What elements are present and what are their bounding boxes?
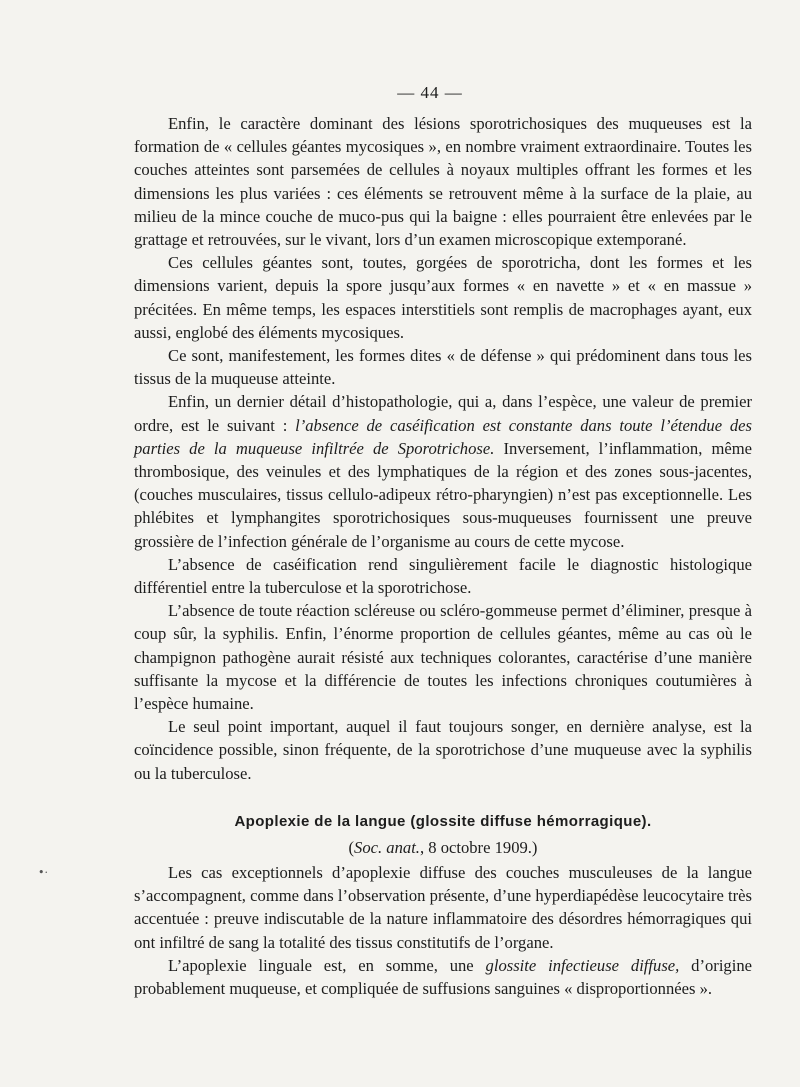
main-text <box>134 112 752 785</box>
paragraph-text: Enfin, un dernier détail d’histopathologie, qui a, dans l’espèce, une valeur de premier ordre, est le suivant : <box>134 392 752 435</box>
paragraph: L’absence de caséification rend singulièrement facile le diagnostic histologique différentiel entre la tuberculose et la sporotrichose. <box>134 554 752 598</box>
section-text <box>134 861 752 1000</box>
paragraph: Les cas exceptionnels d’apoplexie diffuse des couches musculeuses de la langue s’accompagnent, comme dans l’observation présente, d’une hyperdiapédèse leucocytaire très accentuée : preuve indiscutable de la nature inflammatoire des désordres hémorragiques qui ont infiltré de sang la totalité des tissus constitutifs de l’organe. <box>134 863 752 952</box>
paragraph: L’absence de toute réaction scléreuse ou scléro-gommeuse permet d’éliminer, presque à coup sûr, la syphilis. Enfin, l’énorme proportion de cellules géantes, même au cas où le champignon pathogène aurait résisté aux techniques colorantes, caractérise d’une manière suffisante la mycose et la différencie de toutes les infections chroniques coutumières à l’espèce humaine. <box>134 601 752 714</box>
paragraph: Le seul point important, auquel il faut toujours songer, en dernière analyse, est la coïncidence possible, sinon fréquente, de la sporotrichose d’une muqueuse avec la syphilis ou la tuberculose. <box>134 717 752 783</box>
citation-date: , 8 octobre 1909.) <box>419 838 538 857</box>
paragraph <box>134 954 752 1000</box>
section-heading: Apoplexie de la langue (glossite diffuse hémorragique). <box>234 813 652 830</box>
page-number: — 44 — <box>397 83 463 102</box>
paragraph-text: d’origine probablement muqueuse, et compliquée de suffusions sanguines « disproportionnées ». <box>134 955 752 999</box>
italic-emphasis: l’absence de caséification est constante dans toute l’étendue des parties de la muqueuse infiltrée de Sporotrichose. <box>134 415 752 458</box>
section-citation <box>134 838 752 858</box>
paragraph: Ces cellules géantes sont, toutes, gorgées de sporotricha, dont les formes et les dimensions varient, depuis la spore jusqu’aux formes « en navette » et « en massue » précitées. En même temps, les espaces interstitiels sont remplis de macrophages ayant, eux aussi, englobé des éléments mycosiques. <box>134 253 752 342</box>
citation-journal: Soc. anat. <box>354 838 420 857</box>
italic-emphasis: glossite infectieuse diffuse, <box>485 955 680 975</box>
paragraph <box>134 390 752 552</box>
paragraph: Ce sont, manifestement, les formes dites « de défense » qui prédominent dans tous les tissus de la muqueuse atteinte. <box>134 346 752 389</box>
paragraph-text: L’apoplexie linguale est, en somme, une <box>168 955 486 975</box>
citation-open: ( <box>348 838 355 857</box>
paragraph-text: Inversement, l’inflammation, même thrombosique, des veinules et des lymphatiques de la région et des zones sous-jacentes, (couches musculaires, tissus cellulo-adipeux rétro-pharyngien) n’est pas exceptionnelle. Les phlébites et lymphangites sporotrichosiques sous-muqueuses fournissent une preuve grossière de l’infection générale de l’organisme au cours de cette mycose. <box>134 438 752 551</box>
margin-mark: •· <box>38 866 48 879</box>
paragraph: Enfin, le caractère dominant des lésions sporotrichosiques des muqueuses est la formation de « cellules géantes mycosiques », en nombre vraiment extraordinaire. Toutes les couches atteintes sont parsemées de cellules à noyaux multiples offrant les formes et les dimensions les plus variées : ces éléments se retrouvent même à la surface de la plaie, au milieu de la mince couche de muco-pus qui la baigne : elles pourraient être enlevées par le grattage et retrouvées, sur le vivant, lors d’un examen microscopique extemporané. <box>134 114 752 250</box>
